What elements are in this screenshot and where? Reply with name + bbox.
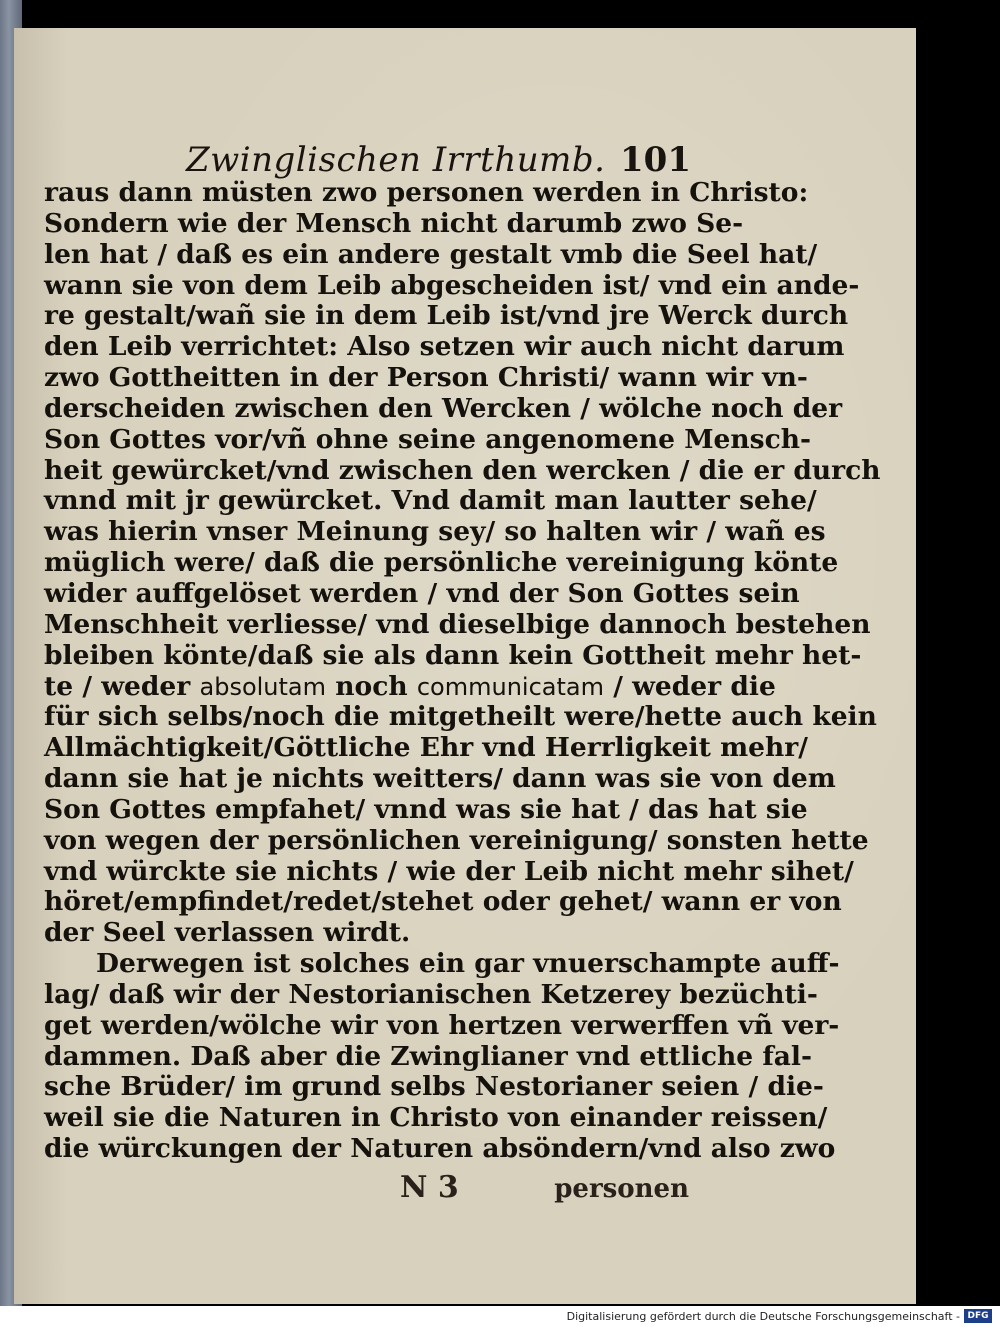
- text-line: zwo Gottheitten in der Person Christi/ wann wir vn-: [44, 362, 808, 394]
- text-line: raus dann müsten zwo personen werden in Christo:: [44, 177, 809, 208]
- text-line: dammen. Daß aber die Zwinglianer vnd ettliche fal-: [44, 1040, 812, 1072]
- text-line: den Leib verrichtet: Also setzen wir auch nicht darum: [44, 331, 845, 363]
- text-line: heit gewürcket/vnd zwischen den wercken / die er durch: [44, 454, 881, 486]
- text-fragment: te / weder: [44, 670, 191, 702]
- text-line: bleiben könte/daß sie als dann kein Gottheit mehr het-: [44, 639, 862, 671]
- text-fragment: / weder die: [613, 670, 776, 702]
- text-line: Son Gottes vor/vñ ohne seine angenomene Mensch-: [44, 423, 811, 455]
- text-line: Menschheit verliesse/ vnd dieselbige dannoch bestehen: [44, 608, 871, 640]
- latin-term: communicatam: [416, 672, 604, 701]
- text-line: für sich selbs/noch die mitgetheilt were/hette auch kein: [44, 701, 877, 733]
- text-fragment: noch: [335, 670, 408, 702]
- running-title: Zwinglischen Irrthumb.: [186, 140, 606, 180]
- text-line: die würckungen der Naturen absöndern/vnd also zwo: [44, 1133, 836, 1165]
- text-line: Allmächtigkeit/Göttliche Ehr vnd Herrligkeit mehr/: [44, 732, 808, 764]
- running-head: [186, 140, 691, 180]
- text-line: sche Brüder/ im grund selbs Nestorianer seien / die-: [44, 1071, 824, 1103]
- credit-bar: [0, 1306, 1000, 1327]
- text-line: weil sie die Naturen in Christo von einander reissen/: [44, 1102, 828, 1134]
- catchword: personen: [554, 1174, 689, 1204]
- page-number: 101: [620, 140, 691, 180]
- text-line: was hierin vnser Meinung sey/ so halten wir / wañ es: [44, 516, 826, 548]
- text-line: lag/ daß wir der Nestorianischen Ketzerey bezüchti-: [44, 978, 818, 1010]
- text-line-latin: [44, 670, 776, 703]
- text-line: Sondern wie der Mensch nicht darumb zwo Se-: [44, 207, 744, 239]
- text-line: derscheiden zwischen den Wercken / wölche noch der: [44, 392, 843, 424]
- latin-term: absolutam: [199, 672, 327, 701]
- text-line: get werden/wölche wir von hertzen verwerffen vñ ver-: [44, 1009, 840, 1041]
- text-line: re gestalt/wañ sie in dem Leib ist/vnd jre Werck durch: [44, 300, 849, 332]
- text-line: Son Gottes empfahet/ vnnd was sie hat / das hat sie: [44, 793, 808, 825]
- book-page: [14, 28, 916, 1304]
- text-block: [44, 177, 881, 1165]
- text-line: müglich were/ daß die persönliche vereinigung könte: [44, 547, 839, 579]
- dfg-logo: DFG: [964, 1309, 992, 1323]
- text-line: höret/empfindet/redet/stehet oder gehet/ wann er von: [44, 886, 842, 918]
- text-line: Derwegen ist solches ein gar vnuerschampte auff-: [96, 948, 840, 980]
- text-line: dann sie hat je nichts weitters/ dann was sie von dem: [44, 763, 836, 795]
- funding-credit: Digitalisierung gefördert durch die Deutsche Forschungsgemeinschaft -: [566, 1310, 960, 1323]
- text-line: von wegen der persönlichen vereinigung/ sonsten hette: [44, 824, 869, 856]
- text-line: len hat / daß es ein andere gestalt vmb die Seel hat/: [44, 238, 818, 270]
- text-line: vnd würckte sie nichts / wie der Leib nicht mehr sihet/: [44, 855, 854, 887]
- text-line: vnnd mit jr gewürcket. Vnd damit man lautter sehe/: [44, 485, 817, 517]
- text-line: der Seel verlassen wirdt.: [44, 917, 411, 949]
- text-line: wann sie von dem Leib abgescheiden ist/ vnd ein ande-: [44, 269, 860, 301]
- signature-mark: N 3: [400, 1170, 459, 1205]
- text-line: wider auffgelöset werden / vnd der Son Gottes sein: [44, 577, 800, 609]
- page-footer: [44, 1170, 689, 1210]
